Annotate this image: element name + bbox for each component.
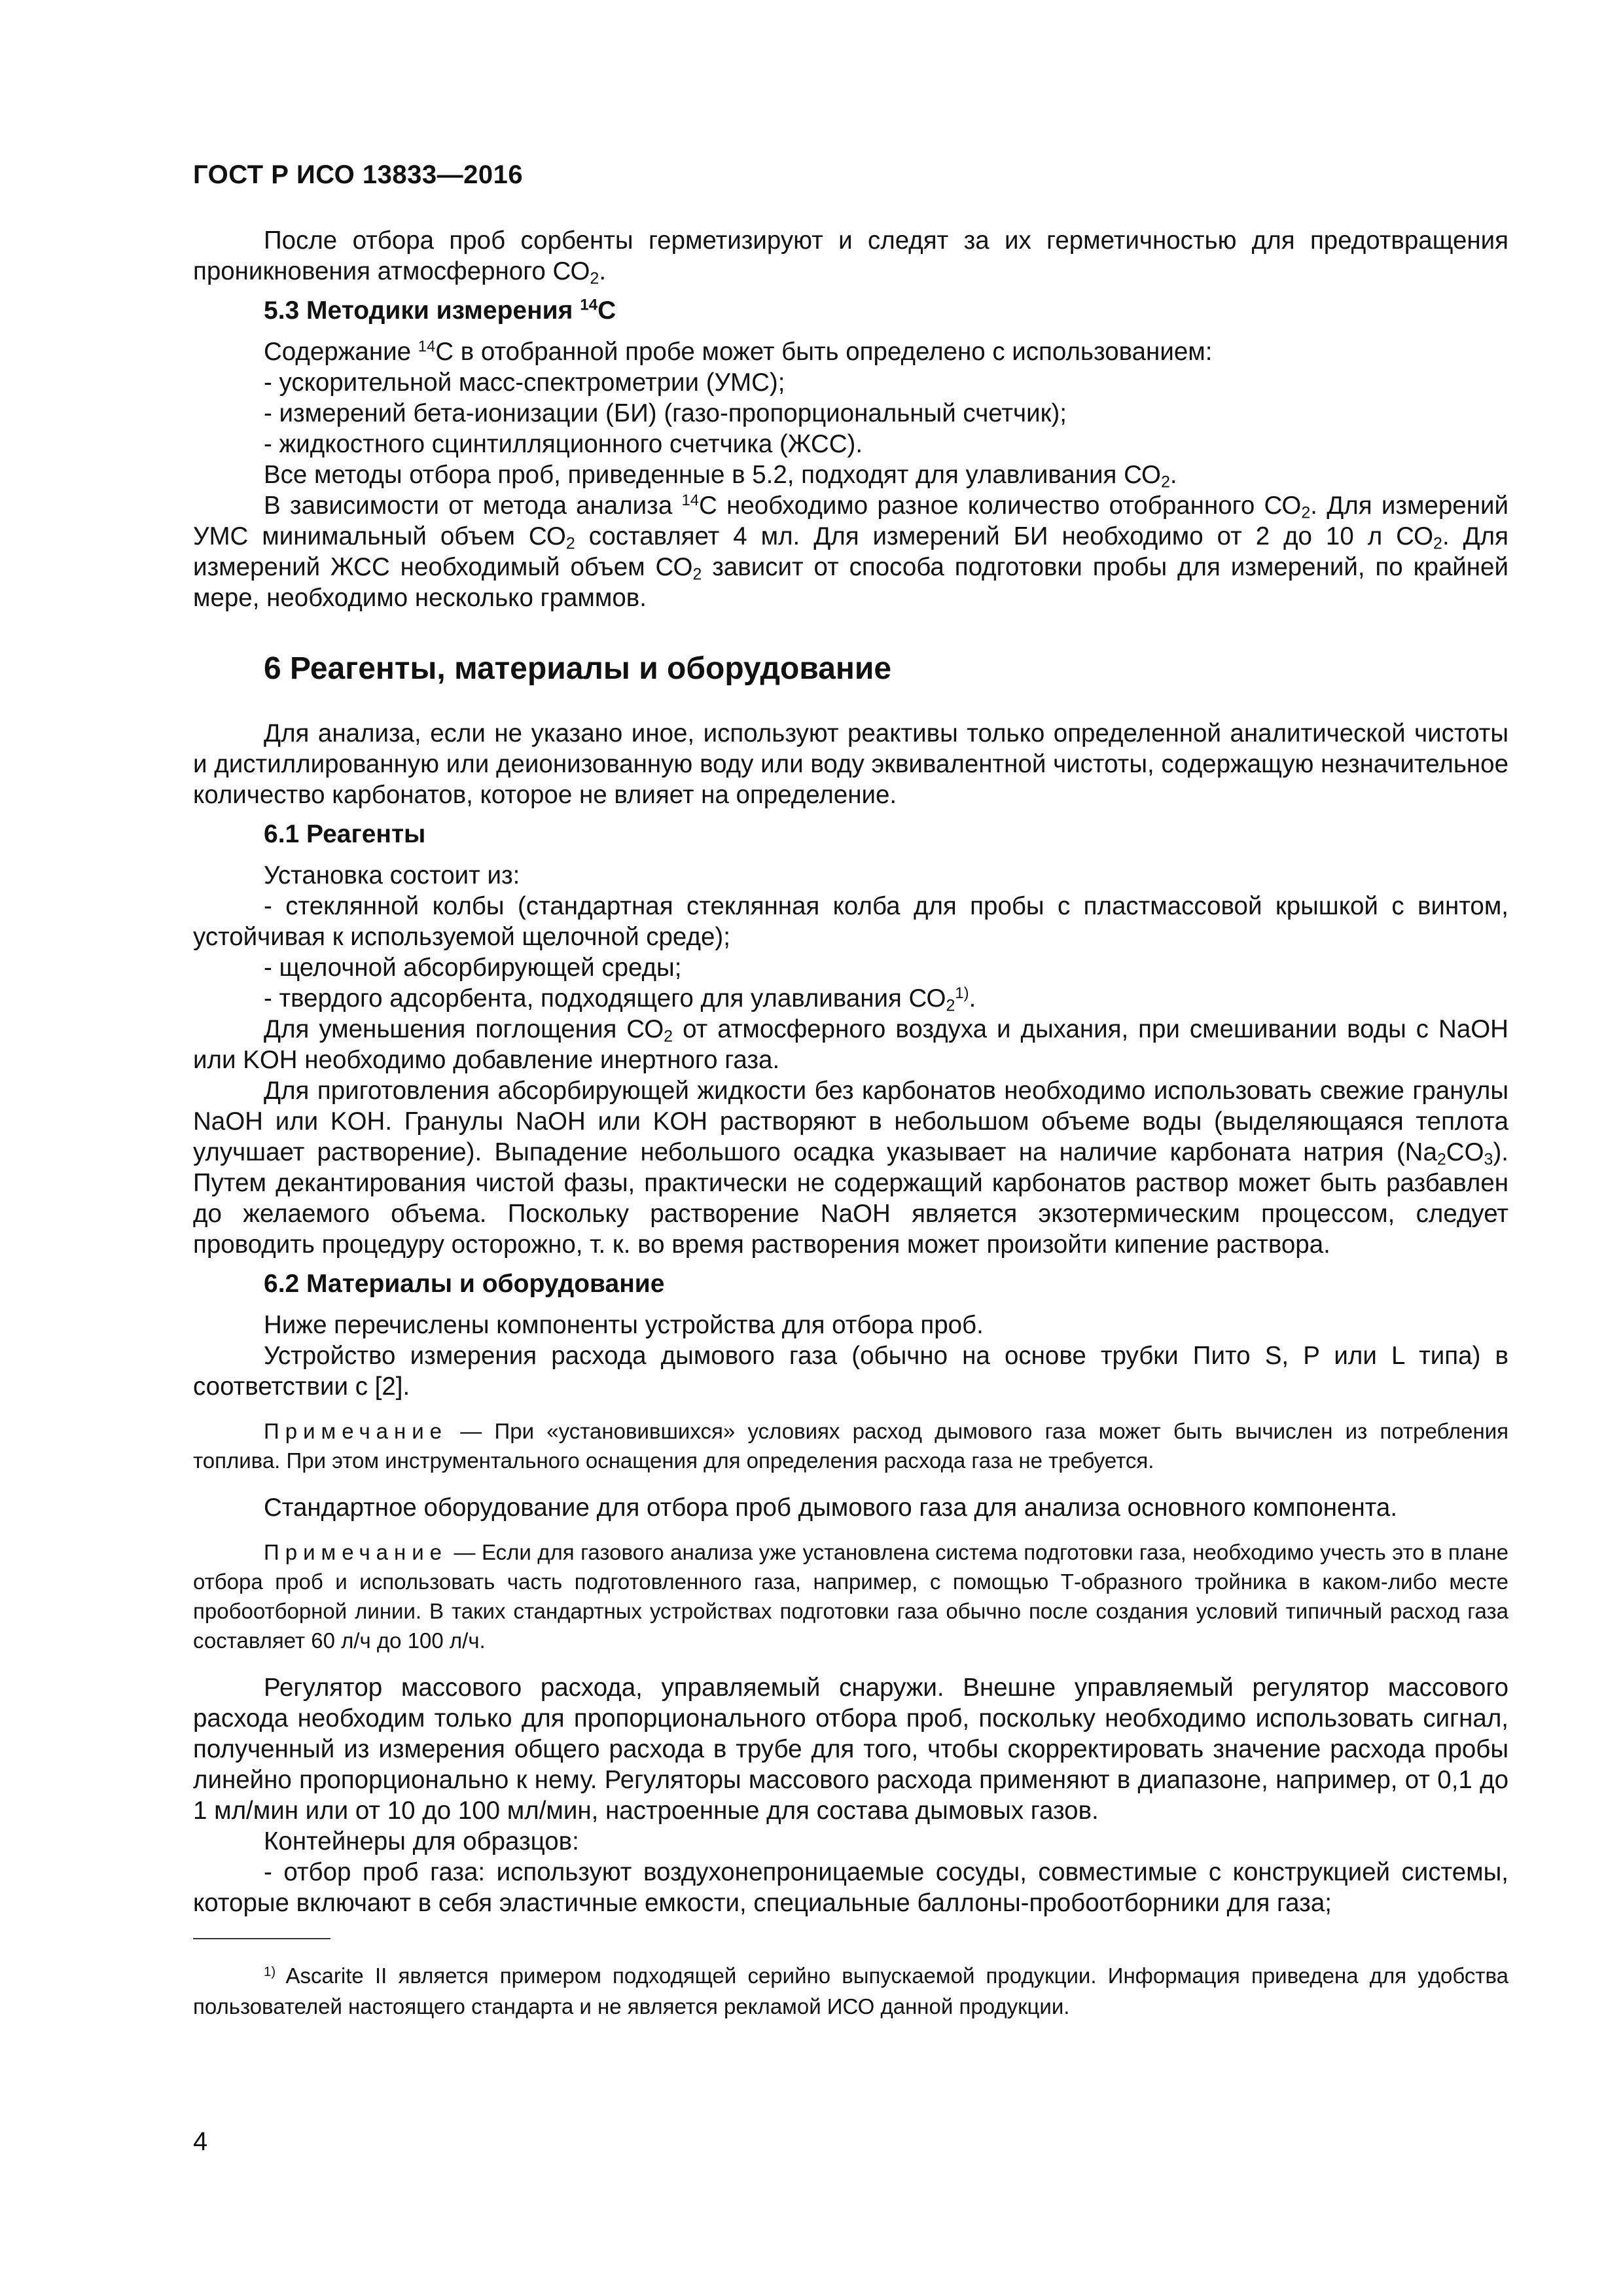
paragraph-all-methods: Все методы отбора проб, приведенные в 5.2, подходят для улавливания $СО_2$. xyxy=(264,461,1177,492)
section-5-3-heading: 5.3 Методики измерения $^{14}$С xyxy=(264,296,616,325)
paragraph-reagent-purity: Для анализа, если не указано иное, используют реактивы только определенной аналитической чистоты и дистиллированную или деионизованную воду или воду эквивалентной чистоты, содержащую незначительное количество карбонатов, которое не влияет на определение. xyxy=(193,719,1508,809)
footnote: $^{1)}$ Ascarite II является примером подходящей серийно выпускаемой продукции. Информация приведена для удобства пользователей настоящего стандарта и не является рекламой ИСО данной продукции. xyxy=(193,1964,1508,2018)
paragraph-absorbing-liquid: Для приготовления абсорбирующей жидкости без карбонатов необходимо использовать свежие гранулы NaOH или KOH. Гранулы NaOH или KOH растворяют в небольшом объеме воды (выделяющаяся теплота улучшает растворение). Выпадение небольшого осадка указывает на наличие карбоната натрия $(Na_2CO_3)$. Путем декантирования чистой фазы, практически не содержащий карбонатов раствор может быть разбавлен до желаемого объема. Поскольку растворение NaOH является экзотермическим процессом, следует проводить процедуру осторожно, т. к. во время растворения может произойти кипение раствора. xyxy=(193,1077,1508,1259)
paragraph-containers: Контейнеры для образцов: xyxy=(264,1827,579,1856)
paragraph-setup: Установка состоит из: xyxy=(264,861,520,889)
list-item: - твердого адсорбента, подходящего для улавливания $СО_2^{1)}$. xyxy=(264,984,976,1015)
paragraph-sample-volumes: В зависимости от метода анализа $^{14}$С необходимо разное количество отобранного $СО_2$. Для измерений УМС минимальный объем $СО_2$ составляет 4 мл. Для измерений БИ необходимо от 2 до 10 л $СО_2$. Для измерений ЖСС необходимый объем $СО_2$ зависит от способа подготовки пробы для измерений, по крайней мере, необходимо несколько граммов. xyxy=(193,491,1508,612)
footnote-divider xyxy=(193,1938,330,1939)
section-6-heading: 6 Реагенты, материалы и оборудование xyxy=(264,651,892,686)
paragraph-mass-flow-regulator: Регулятор массового расхода, управляемый снаружи. Внешне управляемый регулятор массового расхода необходим только для пропорционального отбора проб, поскольку необходимо использовать сигнал, полученный из измерения общего расхода в трубе для того, чтобы скорректировать значение расхода пробы линейно пропорционально к нему. Регуляторы массового расхода применяют в диапазоне, например, от 0,1 до 1 мл/мин или от 10 до 100 мл/мин, настроенные для состава дымовых газов. xyxy=(193,1674,1508,1825)
list-item: - измерений бета-ионизации (БИ) (газо-пропорциональный счетчик); xyxy=(264,399,1067,427)
section-6-1-heading: 6.1 Реагенты xyxy=(264,820,426,848)
paragraph-sorbent-sealing: После отбора проб сорбенты герметизируют и следят за их герметичностью для предотвращения проникновения атмосферного $СО_2$. xyxy=(193,226,1508,288)
list-item: - отбор проб газа: используют воздухонепроницаемые сосуды, совместимые с конструкцией системы, которые включают в себя эластичные емкости, специальные баллоны-пробоотборники для газа; xyxy=(193,1858,1508,1917)
list-item: - щелочной абсорбирующей среды; xyxy=(264,954,682,982)
paragraph-c14-content: Содержание $^{14}$С в отобранной пробе может быть определено с использованием: xyxy=(264,337,1213,366)
section-6-2-heading: 6.2 Материалы и оборудование xyxy=(264,1270,665,1298)
list-item: - жидкостного сцинтилляционного счетчика (ЖСС). xyxy=(264,430,863,458)
list-item: - ускорительной масс-спектрометрии (УМС); xyxy=(264,368,785,397)
paragraph-components: Ниже перечислены компоненты устройства для отбора проб. xyxy=(264,1311,984,1339)
note-steady-state: Примечание — При «установившихся» условиях расход дымового газа может быть вычислен из потребления топлива. При этом инструментального оснащения для определения расхода газа не требуется. xyxy=(193,1419,1508,1473)
document-header: ГОСТ Р ИСО 13833—2016 xyxy=(193,160,524,189)
note-gas-preparation: Примечание — Если для газового анализа уже установлена система подготовки газа, необходимо учесть это в плане отбора проб и использовать часть подготовленного газа, например, с помощью Т-образного тройника в каком-либо месте пробоотборной линии. В таких стандартных устройствах подготовки газа обычно после создания условий типичный расход газа составляет 60 л/ч до 100 л/ч. xyxy=(193,1540,1508,1653)
paragraph-standard-equipment: Стандартное оборудование для отбора проб дымового газа для анализа основного компонента. xyxy=(264,1494,1398,1522)
list-item: - стеклянной колбы (стандартная стеклянная колба для пробы с пластмассовой крышкой с винтом, устойчивая к используемой щелочной среде); xyxy=(193,892,1508,951)
document-page xyxy=(193,160,1508,2022)
page-number: 4 xyxy=(193,2127,208,2156)
paragraph-inert-gas: Для уменьшения поглощения $СО_2$ от атмосферного воздуха и дыхания, при смешивании воды с NaOH или KOH необходимо добавление инертного газа. xyxy=(193,1015,1508,1074)
paragraph-flow-measurement: Устройство измерения расхода дымового газа (обычно на основе трубки Пито S, P или L типа) в соответствии с [2]. xyxy=(193,1342,1508,1401)
